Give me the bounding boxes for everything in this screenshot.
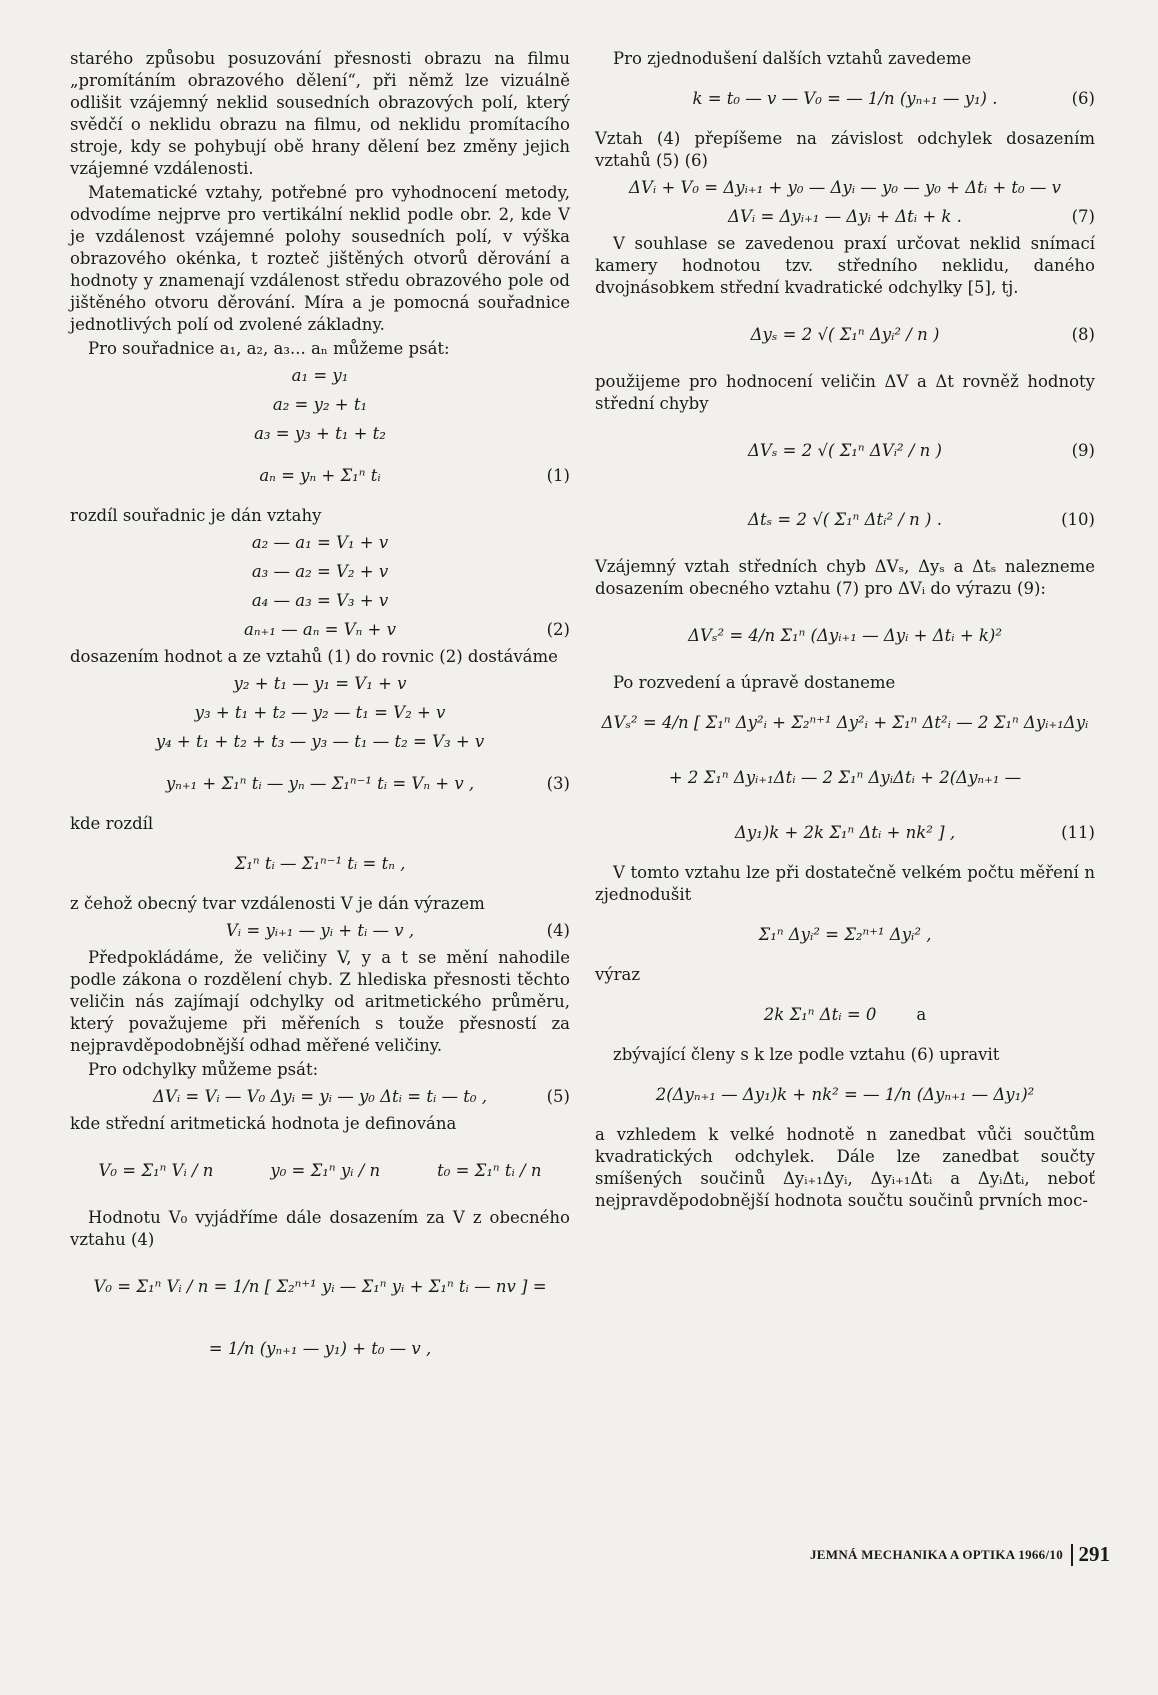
equation: ΔVᵢ + V₀ = Δyᵢ₊₁ + y₀ — Δyᵢ — y₀ — y₀ + Δtᵢ + t₀ — v	[629, 178, 1061, 197]
equation: a₄ — a₃ = V₃ + v	[251, 591, 389, 610]
equation: a₂ = y₂ + t₁	[272, 395, 368, 414]
equation: a₃ — a₂ = V₂ + v	[251, 562, 389, 581]
equation: Σ₁ⁿ Δyᵢ² = Σ₂ⁿ⁺¹ Δyᵢ² ,	[758, 925, 932, 944]
equation	[595, 204, 1095, 230]
equation-number: (4)	[546, 921, 570, 940]
journal-name: JEMNÁ MECHANIKA A OPTIKA 1966/10	[809, 1546, 1063, 1562]
equation: a₁ = y₁	[291, 366, 349, 385]
footer-divider	[1071, 1544, 1073, 1566]
equation-text: aₙ = yₙ + Σ₁ⁿ tᵢ	[259, 466, 381, 485]
paragraph: a vzhledem k velké hodnotě n zanedbat vůči součtům kvadratických odchylek. Dále lze zanedbat součty smíšených součinů Δyᵢ₊₁Δyᵢ, Δyᵢ₊₁Δtᵢ a ΔyᵢΔtᵢ, neboť nejpravděpodobnější hodnota součtu součinů prvních moc-	[595, 1125, 1095, 1210]
equation-text: Vᵢ = yᵢ₊₁ — yᵢ + tᵢ — v ,	[225, 921, 415, 940]
equation-text: k = t₀ — v — V₀ = — 1/n (yₙ₊₁ — y₁) .	[692, 89, 998, 108]
paragraph: zbývající členy s k lze podle vztahu (6) upravit	[613, 1045, 1000, 1064]
equation-text: yₙ₊₁ + Σ₁ⁿ tᵢ — yₙ — Σ₁ⁿ⁻¹ tᵢ = Vₙ + v ,	[165, 774, 475, 793]
equation-conjunction: a	[916, 1005, 927, 1024]
equation-text: Δyₛ = 2 √( Σ₁ⁿ Δyᵢ² / n )	[750, 325, 940, 344]
paragraph: Pro odchylky můžeme psát:	[88, 1060, 319, 1079]
equation	[70, 1084, 570, 1110]
paragraph: Pro zjednodušení dalších vztahů zavedeme	[613, 49, 972, 68]
equation	[70, 1138, 570, 1204]
equation-text: Δy₁)k + 2k Σ₁ⁿ Δtᵢ + nk² ] ,	[734, 823, 956, 842]
equation-text: 2k Σ₁ⁿ Δtᵢ = 0	[763, 1005, 877, 1024]
equation	[70, 758, 570, 810]
paragraph: dosazením hodnot a ze vztahů (1) do rovnic (2) dostáváme	[70, 647, 558, 666]
equation-text: ΔVᵢ = Vᵢ — V₀ Δyᵢ = yᵢ — y₀ Δtᵢ = tᵢ — t₀ ,	[152, 1087, 487, 1106]
equation: y₂ + t₁ — y₁ = V₁ + v	[233, 674, 407, 693]
page-number: 291	[1078, 1542, 1110, 1566]
page-footer	[810, 1542, 1110, 1567]
paragraph: kde rozdíl	[70, 814, 154, 833]
equation-text: aₙ₊₁ — aₙ = Vₙ + v	[244, 620, 396, 639]
paragraph: Matematické vztahy, potřebné pro vyhodnocení metody, odvodíme nejprve pro vertikální neklid podle obr. 2, kde V je vzdálenost vzájemné polohy sousedních polí, v výška obrazového okénka, t rozteč jištěných otvorů děrování a hodnoty y znamenají vzdálenost středu obrazového pole od jištěného otvoru děrování. Míra a je pomocná souřadnice jednotlivých polí od zvolené základny.	[70, 183, 570, 334]
paragraph: Předpokládáme, že veličiny V, y a t se mění nahodile podle zákona o rozdělení chyb. Z hlediska přesnosti těchto veličin nás zajímají odchylky od aritmetického průměru, který považujeme při měřeních s touže přesností za nejpravděpodobnější odhad měřené veličiny.	[70, 948, 570, 1055]
equation-number: (10)	[1061, 510, 1095, 529]
paragraph: použijeme pro hodnocení veličin ΔV a Δt rovněž hodnoty střední chyby	[595, 372, 1095, 413]
paragraph: V souhlase se zavedenou praxí určovat neklid snímací kamery hodnotou tzv. středního neklidu, daného dvojnásobkem střední kvadratické odchylky [5], tj.	[595, 234, 1095, 297]
equation-number: (1)	[546, 466, 570, 485]
equation-number: (9)	[1071, 441, 1095, 460]
equation	[595, 73, 1095, 125]
equation: a₃ = y₃ + t₁ + t₂	[254, 424, 386, 443]
equation: ΔVₛ² = 4/n [ Σ₁ⁿ Δy²ᵢ + Σ₂ⁿ⁺¹ Δy²ᵢ + Σ₁ⁿ Δt²ᵢ — 2 Σ₁ⁿ Δyᵢ₊₁Δyᵢ	[601, 713, 1089, 732]
equation-number: (5)	[546, 1087, 570, 1106]
equation	[595, 418, 1095, 484]
equation: y₃ + t₁ + t₂ — y₂ — t₁ = V₂ + v	[194, 703, 446, 722]
equation-text: Δtₛ = 2 √( Σ₁ⁿ Δtᵢ² / n ) .	[748, 510, 942, 529]
equation-number: (7)	[1071, 207, 1095, 226]
paragraph: Po rozvedení a úpravě dostaneme	[613, 673, 896, 692]
equation	[595, 302, 1095, 368]
paragraph: V tomto vztahu lze při dostatečně velkém počtu měření n zjednodušit	[595, 863, 1095, 904]
equation	[595, 989, 1095, 1041]
left-column	[70, 48, 570, 1378]
equation: Σ₁ⁿ tᵢ — Σ₁ⁿ⁻¹ tᵢ = tₙ ,	[234, 854, 406, 873]
paragraph: Vztah (4) přepíšeme na závislost odchylek dosazením vztahů (5) (6)	[595, 129, 1095, 170]
equation: a₂ — a₁ = V₁ + v	[251, 533, 389, 552]
equation-number: (6)	[1071, 89, 1095, 108]
paragraph: kde střední aritmetická hodnota je definována	[70, 1114, 457, 1133]
equation-number: (11)	[1061, 823, 1095, 842]
equation: V₀ = Σ₁ⁿ Vᵢ / n = 1/n [ Σ₂ⁿ⁺¹ yᵢ — Σ₁ⁿ yᵢ + Σ₁ⁿ tᵢ — nv ] =	[93, 1277, 547, 1296]
equation: = 1/n (yₙ₊₁ — y₁) + t₀ — v ,	[208, 1339, 432, 1358]
equation	[70, 918, 570, 944]
equation-text: ΔVₛ = 2 √( Σ₁ⁿ ΔVᵢ² / n )	[748, 441, 942, 460]
equation: y₄ + t₁ + t₂ + t₃ — y₃ — t₁ — t₂ = V₃ + v	[155, 732, 485, 751]
paragraph: rozdíl souřadnic je dán vztahy	[70, 506, 322, 525]
equation: + 2 Σ₁ⁿ Δyᵢ₊₁Δtᵢ — 2 Σ₁ⁿ ΔyᵢΔtᵢ + 2(Δyₙ₊₁ —	[668, 768, 1022, 787]
equation-number: (3)	[546, 774, 570, 793]
equation	[595, 487, 1095, 553]
equation: ΔVₛ² = 4/n Σ₁ⁿ (Δyᵢ₊₁ — Δyᵢ + Δtᵢ + k)²	[688, 626, 1002, 645]
paragraph: starého způsobu posuzování přesnosti obrazu na filmu „promítáním obrazového dělení“, při němž lze vizuálně odlišit vzájemný neklid sousedních obrazových polí, který svědčí o neklidu obrazu na filmu, od neklidu promítacího stroje, kdy se pohybují obě hrany dělení bez změny jejich vzájemné vzdálenosti.	[70, 49, 570, 178]
equation: 2(Δyₙ₊₁ — Δy₁)k + nk² = — 1/n (Δyₙ₊₁ — Δy₁)²	[655, 1085, 1035, 1104]
equation-text: t₀ = Σ₁ⁿ tᵢ / n	[437, 1161, 542, 1180]
equation	[595, 807, 1095, 859]
paragraph: výraz	[595, 965, 641, 984]
paragraph: Pro souřadnice a₁, a₂, a₃... aₙ můžeme psát:	[88, 339, 450, 358]
equation-text: y₀ = Σ₁ⁿ yᵢ / n	[270, 1161, 381, 1180]
paragraph: Hodnotu V₀ vyjádříme dále dosazením za V z obecného vztahu (4)	[70, 1208, 570, 1249]
equation-number: (8)	[1071, 325, 1095, 344]
equation	[70, 450, 570, 502]
equation-text: V₀ = Σ₁ⁿ Vᵢ / n	[98, 1161, 214, 1180]
paragraph: Vzájemný vztah středních chyb ΔVₛ, Δyₛ a Δtₛ nalezneme dosazením obecného vztahu (7) pro ΔVᵢ do výrazu (9):	[595, 557, 1095, 598]
equation-text: ΔVᵢ = Δyᵢ₊₁ — Δyᵢ + Δtᵢ + k .	[728, 207, 962, 226]
equation-number: (2)	[546, 620, 570, 639]
right-column	[595, 48, 1095, 1214]
equation	[70, 617, 570, 643]
paragraph: z čehož obecný tvar vzdálenosti V je dán výrazem	[70, 894, 485, 913]
